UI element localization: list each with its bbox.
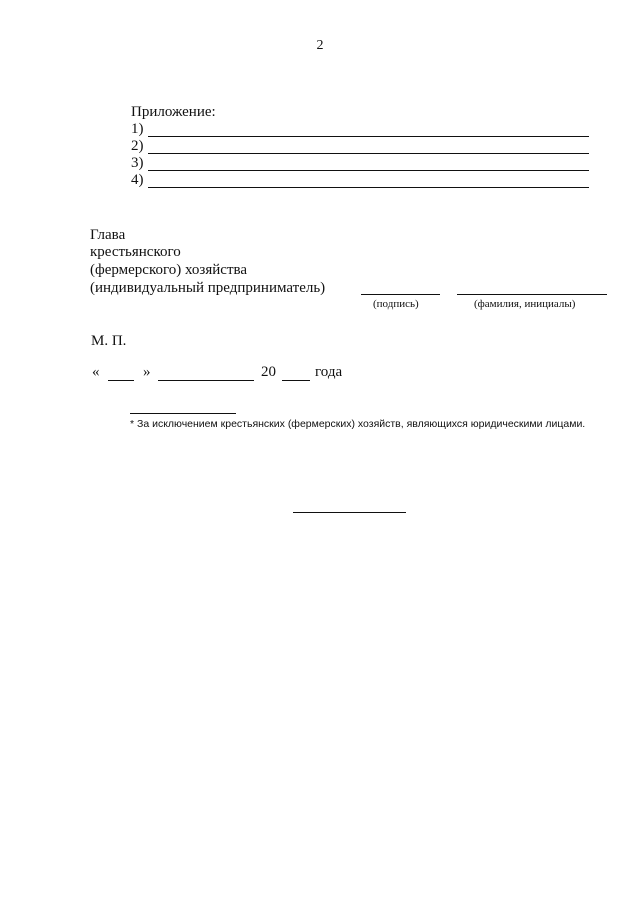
attachment-item-4 — [131, 172, 147, 189]
attachment-item-number: 2) — [131, 138, 144, 154]
page-number: 2 — [316, 38, 324, 53]
attachment-item-number: 1) — [131, 121, 144, 137]
head-title-line-2: крестьянского — [90, 244, 181, 260]
stamp-place-label: М. П. — [91, 333, 127, 349]
name-line[interactable] — [457, 294, 607, 295]
date-open-quote: « — [92, 364, 100, 380]
attachment-item-number: 3) — [131, 155, 144, 171]
signature-caption: (подпись) — [373, 298, 419, 310]
attachment-item-number: 4) — [131, 172, 144, 188]
attachment-item-1 — [131, 121, 147, 138]
date-year-prefix: 20 — [261, 364, 276, 380]
attachment-line-3[interactable] — [148, 170, 589, 171]
head-title-line-1: Глава — [90, 227, 126, 243]
date-month-line[interactable] — [158, 380, 254, 381]
attachment-item-2 — [131, 138, 147, 155]
head-title-line-4: (индивидуальный предприниматель) — [90, 280, 326, 296]
date-year-line[interactable] — [282, 380, 310, 381]
document-end-rule — [293, 512, 406, 513]
name-caption: (фамилия, инициалы) — [474, 298, 576, 310]
attachment-line-2[interactable] — [148, 153, 589, 154]
date-close-quote: » — [143, 364, 151, 380]
attachment-title: Приложение: — [131, 104, 216, 120]
head-title-line-3: (фермерского) хозяйства — [90, 262, 248, 278]
footnote-text: * За исключением крестьянских (фермерских) хозяйств, являющихся юридическими лицами. — [130, 418, 586, 430]
date-day-line[interactable] — [108, 380, 134, 381]
date-suffix: года — [315, 364, 343, 380]
footnote-separator — [130, 413, 236, 414]
attachment-line-4[interactable] — [148, 187, 589, 188]
attachment-item-3 — [131, 155, 147, 172]
signature-line[interactable] — [361, 294, 440, 295]
attachment-line-1[interactable] — [148, 136, 589, 137]
